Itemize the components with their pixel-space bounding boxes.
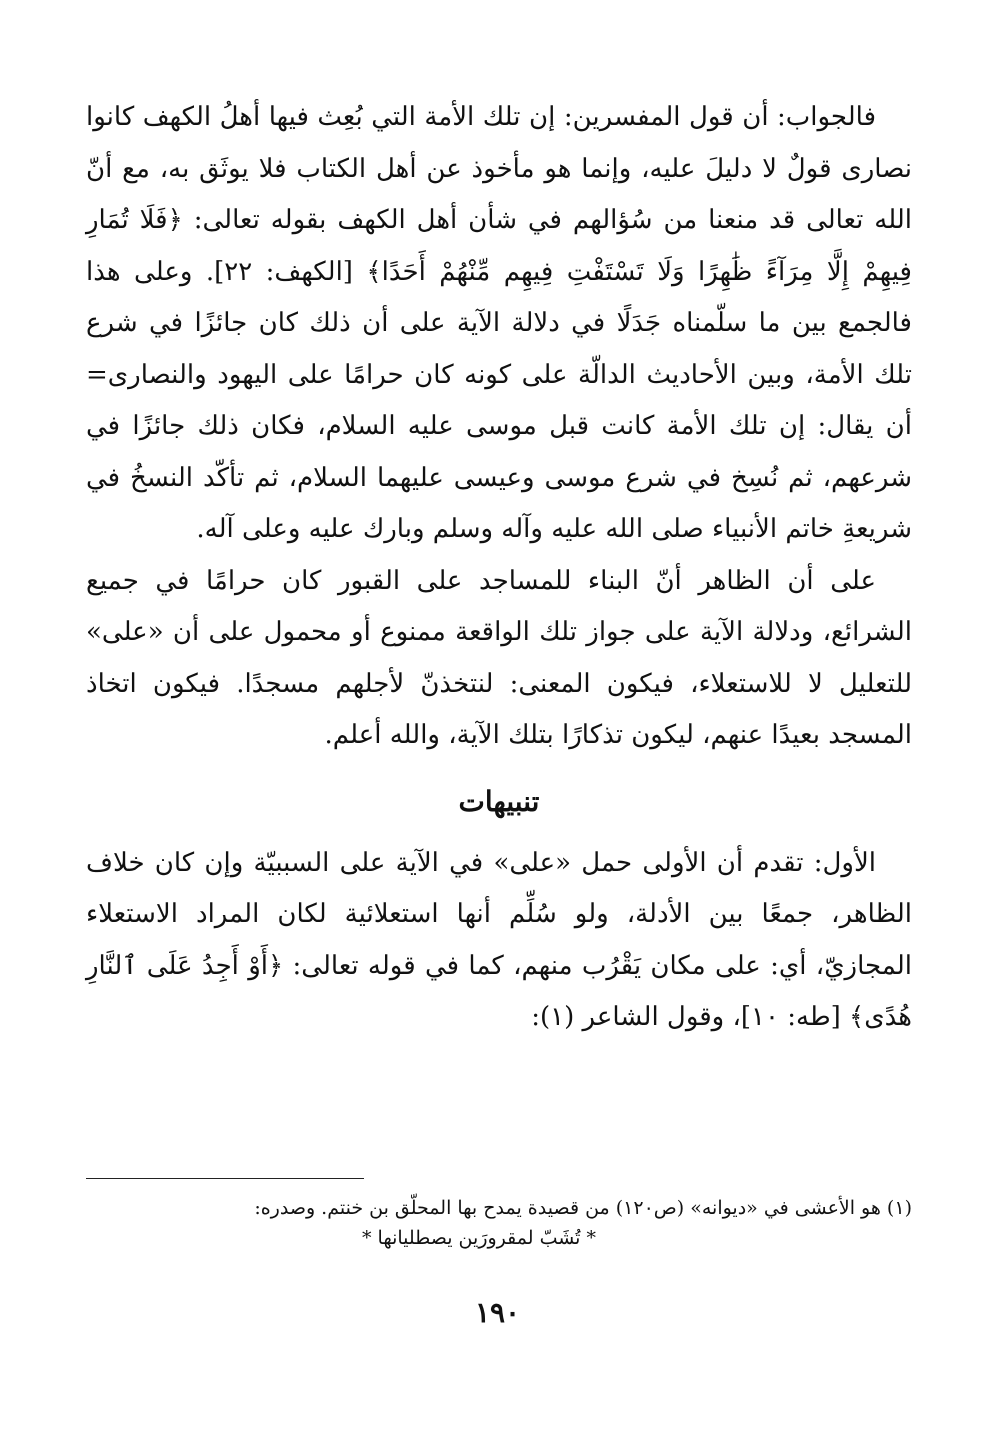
paragraph-apparent-ruling: على أن الظاهر أنّ البناء للمساجد على القبور كان حرامًا في جميع الشرائع، ودلالة الآية على جواز تلك الواقعة ممنوع أو محمول على أن «على» للتعليل لا للاستعلاء، فيكون المعنى: لنتخذنّ لأجلهم مسجدًا. فيكون اتخاذ المسجد بعيدًا عنهم، ليكون تذكارًا بتلك الآية، والله أعلم. xyxy=(86,565,912,750)
paragraph-answer: فالجواب: أن قول المفسرين: إن تلك الأمة التي بُعِث فيها أهلُ الكهف كانوا نصارى قولٌ لا دليلَ عليه، وإنما هو مأخوذ عن أهل الكتاب فلا يوثَق به، مع أنّ الله تعالى قد منعنا من سُؤالهم في شأن أهل الكهف بقوله تعالى: ﴿فَلَا تُمَارِ فِيهِمْ إِلَّا مِرَآءً ظَٰهِرًا وَلَا تَسْتَفْتِ فِيهِم مِّنْهُمْ أَحَدًا﴾ [الكهف: ٢٢]. وعلى هذا فالجمع بين ما سلّمناه جَدَلًا في دلالة الآية على أن ذلك كان جائزًا في شرع تلك الأمة، وبين الأحاديث الدالّة على كونه كان حرامًا على اليهود والنصارى= أن يقال: إن تلك الأمة كانت قبل موسى عليه السلام، فكان ذلك جائزًا في شرعهم، ثم نُسِخ في شرع موسى وعيسى عليهما السلام، ثم تأكّد النسخُ في شريعةِ خاتم الأنبياء صلى الله عليه وآله وسلم وبارك عليه وعلى آله. xyxy=(86,102,912,544)
footnote-1: (١) هو الأعشى في «ديوانه» (ص١٢٠) من قصيدة يمدح بها المحلّق بن خنتم. وصدره: xyxy=(254,1197,912,1219)
paragraph-first-note: الأول: تقدم أن الأولى حمل «على» في الآية على السببيّة وإن كان خلاف الظاهر، جمعًا بين الأدلة، ولو سُلِّم أنها استعلائية لكان المراد الاستعلاء المجازيّ، أي: على مكان يَقْرُب منهم، كما في قوله تعالى: ﴿أَوْ أَجِدُ عَلَى ٱلنَّارِ هُدًى﴾ [طه: ١٠]، وقول الشاعر (١): xyxy=(86,847,912,1032)
section-heading: تنبيهات xyxy=(458,784,540,818)
footnote-verse: * تُشَبّ لمقرورَين يصطليانها * xyxy=(361,1227,597,1249)
footnotes xyxy=(86,1193,912,1253)
main-text xyxy=(86,92,912,1044)
footnote-separator xyxy=(86,1178,364,1179)
page-number: ١٩٠ xyxy=(474,1296,521,1329)
